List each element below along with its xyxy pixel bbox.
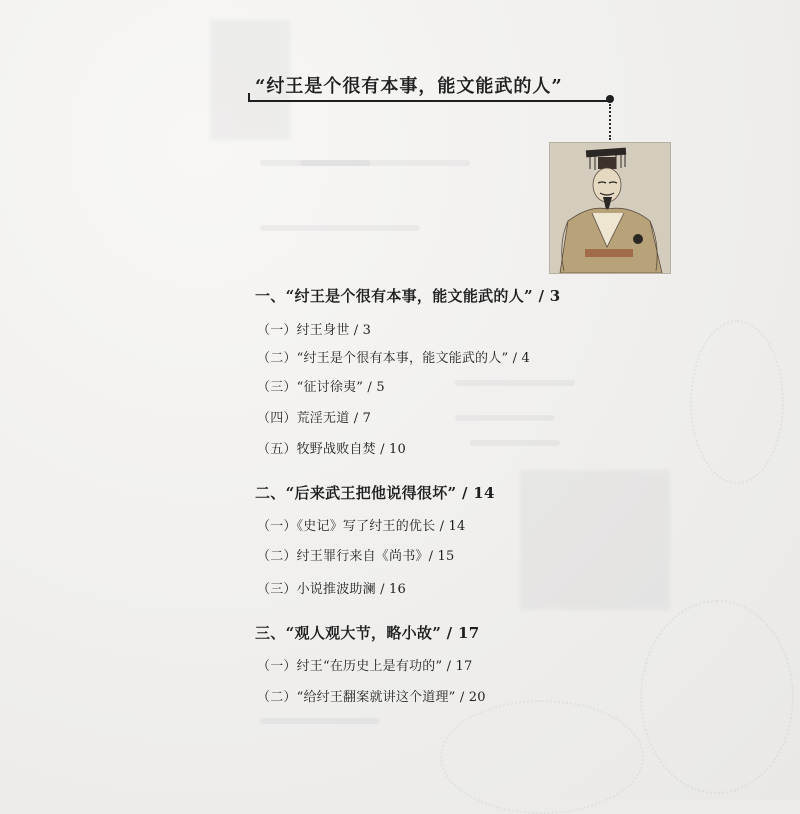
toc-section-2-title[interactable]: 二、“后来武王把他说得很坏” / 14 (255, 484, 495, 502)
toc-entry[interactable]: （一）纣王“在历史上是有功的” / 17 (257, 659, 473, 674)
bleed-through-line (260, 225, 420, 231)
toc-entry[interactable]: （二）“纣王是个很有本事，能文能武的人” / 4 (257, 351, 531, 366)
toc-entry[interactable]: （三）“征讨徐夷” / 5 (257, 380, 385, 395)
bleed-through-line (470, 440, 560, 446)
connector-dot (606, 95, 614, 103)
chapter-heading: “纣王是个很有本事，能文能武的人” (255, 76, 563, 97)
bleed-through-line (455, 415, 555, 421)
toc-entry[interactable]: （一）《史记》写了纣王的优长 / 14 (257, 519, 466, 534)
toc-entry[interactable]: （一）纣王身世 / 3 (257, 323, 372, 338)
bleed-through-ornament (690, 320, 784, 484)
toc-entry[interactable]: （二）纣王罪行来自《尚书》/ 15 (257, 549, 455, 564)
toc-section-1-title[interactable]: 一、“纣王是个很有本事，能文能武的人” / 3 (255, 287, 561, 305)
bleed-through-image-bottom (520, 470, 670, 610)
toc-section-3-title[interactable]: 三、“观人观大节，略小故” / 17 (255, 624, 480, 642)
toc-entry[interactable]: （五）牧野战败自焚 / 10 (257, 442, 406, 457)
bleed-through-line (260, 718, 380, 724)
heading-underline (248, 100, 613, 102)
king-portrait-icon (550, 143, 670, 273)
bleed-through-ornament (440, 700, 644, 814)
king-portrait (550, 143, 670, 273)
connector-dotted-line (609, 104, 611, 140)
toc-entry[interactable]: （二）“给纣王翻案就讲这个道理” / 20 (257, 690, 486, 705)
bleed-through-ornament (640, 600, 794, 794)
toc-entry[interactable]: （三）小说推波助澜 / 16 (257, 582, 406, 597)
bleed-through-line (300, 160, 470, 166)
toc-entry[interactable]: （四）荒淫无道 / 7 (257, 411, 372, 426)
bleed-through-line (455, 380, 575, 386)
